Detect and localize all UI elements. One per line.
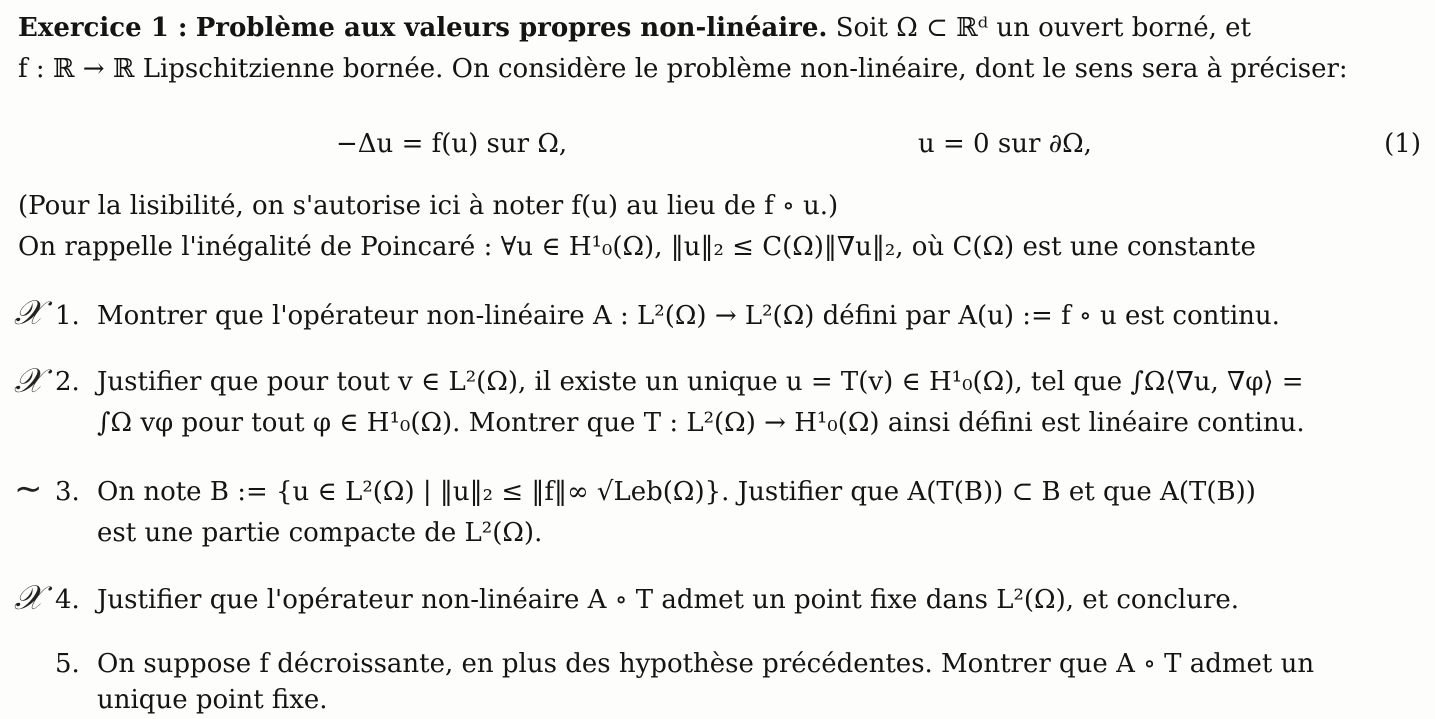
exercise-intro-line-1: Soit Ω ⊂ ℝᵈ un ouvert borné, et	[835, 13, 1251, 43]
handwritten-check-mark: 𝒳	[14, 578, 44, 618]
question-2-line-2: ∫Ω vφ pour tout φ ∈ H¹₀(Ω). Montrer que T : L²(Ω) → H¹₀(Ω) ainsi défini est linéaire continu.	[97, 408, 1305, 438]
question-2-line-1: Justifier que pour tout v ∈ L²(Ω), il existe un unique u = T(v) ∈ H¹₀(Ω), tel que ∫Ω⟨∇u, ∇φ⟩ =	[97, 367, 1304, 397]
readability-note: (Pour la lisibilité, on s'autorise ici à noter f(u) au lieu de f ∘ u.)	[18, 191, 839, 221]
handwritten-wave-mark: ∼	[14, 469, 43, 509]
exercise-title: Problème aux valeurs propres non-linéaire.	[195, 13, 828, 43]
handwritten-check-mark: 𝒳	[14, 293, 44, 333]
question-5-line-1: On suppose f décroissante, en plus des hypothèse précédentes. Montrer que A ∘ T admet un	[97, 649, 1315, 679]
question-3-line-1: On note B := {u ∈ L²(Ω) | ‖u‖₂ ≤ ‖f‖∞ √Leb(Ω)}. Justifier que A(T(B)) ⊂ B et que A(T(B))	[97, 477, 1256, 507]
poincare-reminder: On rappelle l'inégalité de Poincaré : ∀u ∈ H¹₀(Ω), ‖u‖₂ ≤ C(Ω)‖∇u‖₂, où C(Ω) est une constante	[18, 232, 1256, 262]
exercise-header	[18, 12, 1251, 45]
question-number: 4.	[55, 585, 80, 615]
question-number: 3.	[55, 477, 80, 507]
question-3-line-2: est une partie compacte de L²(Ω).	[97, 518, 543, 548]
equation-number: (1)	[1384, 129, 1421, 159]
equation-right: u = 0 sur ∂Ω,	[918, 129, 1092, 159]
question-number: 1.	[55, 301, 80, 331]
question-number: 5.	[55, 649, 80, 679]
handwritten-check-mark: 𝒳	[14, 361, 44, 401]
question-5-line-2: unique point fixe.	[97, 685, 328, 715]
exercise-label: Exercice 1 :	[18, 13, 188, 43]
question-1-line-1: Montrer que l'opérateur non-linéaire A : L²(Ω) → L²(Ω) défini par A(u) := f ∘ u est continu.	[97, 301, 1280, 331]
question-4-line-1: Justifier que l'opérateur non-linéaire A ∘ T admet un point fixe dans L²(Ω), et conclure.	[97, 585, 1240, 615]
equation-left: −Δu = f(u) sur Ω,	[336, 129, 568, 159]
exercise-intro-line-2: f : ℝ → ℝ Lipschitzienne bornée. On considère le problème non-linéaire, dont le sens sera à préciser:	[18, 54, 1348, 84]
question-number: 2.	[55, 367, 80, 397]
